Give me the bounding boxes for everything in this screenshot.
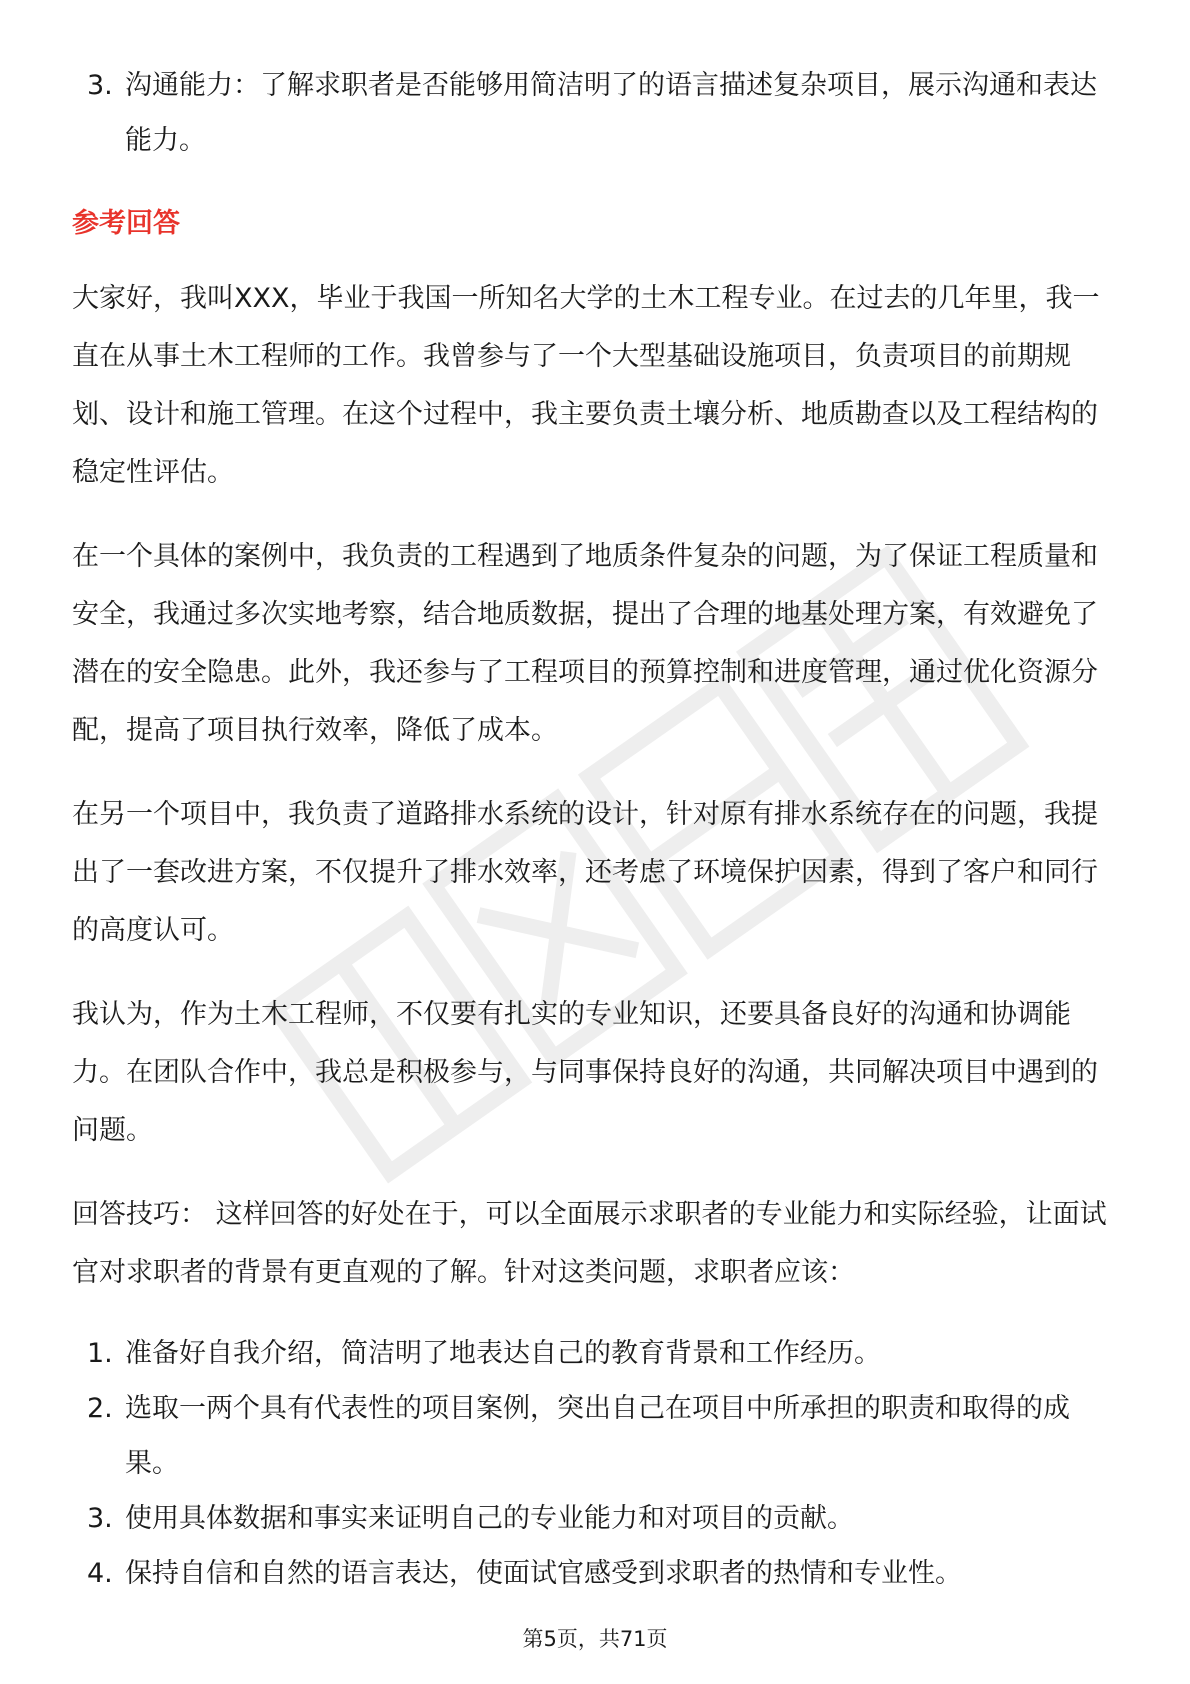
list-item-number: 3. [87, 1503, 113, 1534]
list-item-number: 4. [87, 1558, 113, 1589]
list-item-number: 1. [87, 1338, 113, 1369]
list-item [72, 1491, 1122, 1546]
tips-list [72, 1326, 1122, 1601]
criteria-list [72, 58, 1122, 168]
page-number-footer: 第5页，共71页 [522, 1627, 668, 1651]
list-item-text: 选取一两个具有代表性的项目案例，突出自己在项目中所承担的职责和取得的成果。 [125, 1393, 1070, 1479]
answer-paragraph: 大家好，我叫XXX，毕业于我国一所知名大学的土木工程专业。在过去的几年里，我一直在从事土木工程师的工作。我曾参与了一个大型基础设施项目，负责项目的前期规划、设计和施工管理。在这个过程中，我主要负责土壤分析、地质勘查以及工程结构的稳定性评估。 [72, 283, 1100, 488]
section-heading: 参考回答 [72, 208, 180, 239]
list-item-text: 准备好自我介绍，简洁明了地表达自己的教育背景和工作经历。 [125, 1338, 881, 1369]
tips-intro-paragraph: 回答技巧： 这样回答的好处在于，可以全面展示求职者的专业能力和实际经验，让面试官对求职者的背景有更直观的了解。针对这类问题，求职者应该： [72, 1199, 1107, 1288]
list-item-text: 使用具体数据和事实来证明自己的专业能力和对项目的贡献。 [125, 1503, 854, 1534]
list-item [72, 1326, 1122, 1381]
answer-paragraph: 我认为，作为土木工程师，不仅要有扎实的专业知识，还要具备良好的沟通和协调能力。在团队合作中，我总是积极参与，与同事保持良好的沟通，共同解决项目中遇到的问题。 [72, 999, 1098, 1146]
list-item [72, 1546, 1122, 1601]
list-item-number: 3. [87, 70, 113, 101]
list-item-text: 保持自信和自然的语言表达，使面试官感受到求职者的热情和专业性。 [125, 1558, 962, 1589]
list-item-text: 沟通能力：了解求职者是否能够用简洁明了的语言描述复杂项目，展示沟通和表达能力。 [125, 70, 1097, 156]
answer-paragraph: 在一个具体的案例中，我负责的工程遇到了地质条件复杂的问题，为了保证工程质量和安全，我通过多次实地考察，结合地质数据，提出了合理的地基处理方案，有效避免了潜在的安全隐患。此外，我还参与了工程项目的预算控制和进度管理，通过优化资源分配，提高了项目执行效率，降低了成本。 [72, 541, 1098, 746]
list-item [72, 1381, 1122, 1491]
main-content [72, 58, 1122, 1601]
answer-paragraph: 在另一个项目中，我负责了道路排水系统的设计，针对原有排水系统存在的问题，我提出了一套改进方案，不仅提升了排水效率，还考虑了环境保护因素，得到了客户和同行的高度认可。 [72, 799, 1098, 946]
list-item [72, 58, 1122, 168]
list-item-number: 2. [87, 1393, 113, 1424]
